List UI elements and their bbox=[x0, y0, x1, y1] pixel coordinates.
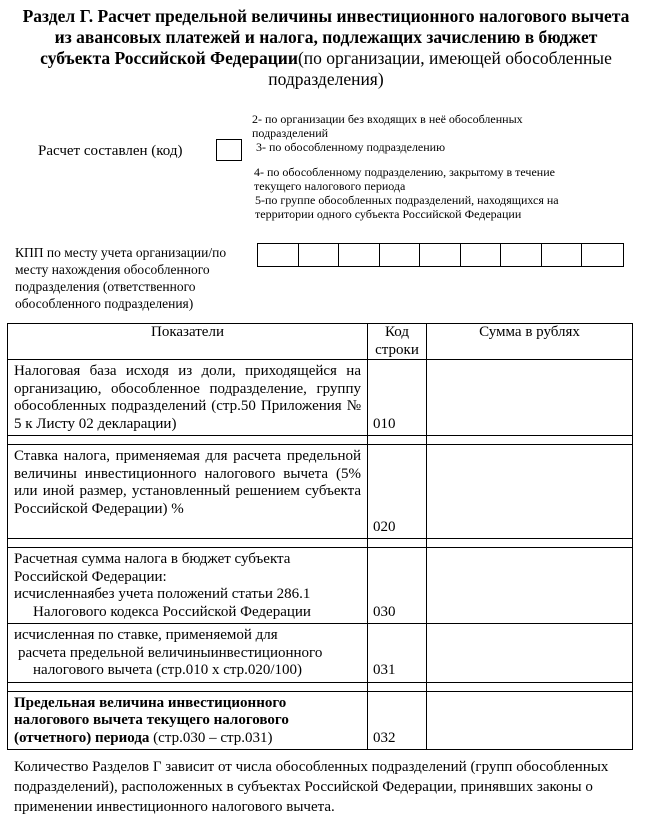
kpp-cell[interactable] bbox=[339, 244, 380, 266]
header-sum: Сумма в рублях bbox=[427, 324, 633, 360]
row-020-sum[interactable] bbox=[427, 445, 633, 539]
section-title-normal: (по организации, имеющей обособленные подразделения) bbox=[268, 48, 612, 89]
code-option-4: 4- по обособленному подразделению, закрытому в течение текущего налогового периода bbox=[254, 165, 555, 193]
row-020-text: Ставка налога, применяемая для расчета предельной величины инвестиционного налогового вычета (5% или иной размер, установленный решением субъекта Российской Федерации) % bbox=[8, 445, 368, 539]
kpp-cell[interactable] bbox=[582, 244, 623, 266]
kpp-cell[interactable] bbox=[501, 244, 542, 266]
row-031-line-2: расчета предельной величиныинвестиционного bbox=[18, 644, 323, 661]
calc-code-label: Расчет составлен (код) bbox=[38, 143, 183, 159]
table-row bbox=[8, 624, 633, 683]
section-title bbox=[20, 6, 632, 90]
row-031-sum[interactable] bbox=[427, 624, 633, 683]
row-031-line-1: исчисленная по ставке, применяемой для bbox=[14, 627, 278, 643]
calc-code-field[interactable] bbox=[216, 139, 242, 161]
header-indicator: Показатели bbox=[8, 324, 368, 360]
code-option-5: 5-по группе обособленных подразделений, находящихся на территории одного субъекта Российской Федерации bbox=[255, 193, 559, 221]
row-031-code: 031 bbox=[368, 624, 427, 683]
row-030-line-2: Российской Федерации: bbox=[14, 568, 167, 585]
row-032-sum[interactable] bbox=[427, 691, 633, 750]
table-header-row bbox=[8, 324, 633, 360]
kpp-cell[interactable] bbox=[258, 244, 299, 266]
kpp-cell[interactable] bbox=[542, 244, 583, 266]
row-031-text bbox=[8, 624, 368, 683]
row-010-code: 010 bbox=[368, 360, 427, 436]
row-032-code: 032 bbox=[368, 691, 427, 750]
kpp-cell[interactable] bbox=[420, 244, 461, 266]
code-option-3: 3- по обособленному подразделению bbox=[256, 140, 446, 154]
row-010-sum[interactable] bbox=[427, 360, 633, 436]
row-010-text: Налоговая база исходя из доли, приходящейся на организацию, обособленное подразделение, группу обособленных подразделений (стр.50 Приложения № 5 к Листу 02 декларации) bbox=[8, 360, 368, 436]
section-title-bold: Раздел Г. Расчет предельной величины инвестиционного налогового вычета из авансовых платежей и налога, подлежащих зачислению в бюджет субъекта Российской Федерации bbox=[22, 6, 630, 68]
row-032-text bbox=[8, 691, 368, 750]
code-option-2: 2- по организации без входящих в неё обособленных подразделений bbox=[252, 112, 523, 140]
row-030-sum[interactable] bbox=[427, 548, 633, 624]
kpp-label: КПП по месту учета организации/по месту нахождения обособленного подразделения (ответственного обособленного подразделения) bbox=[15, 245, 227, 311]
indicators-table bbox=[7, 323, 633, 750]
row-032-bold: Предельная величина инвестиционного налогового вычета текущего налогового (отчетного) периода bbox=[14, 694, 289, 746]
footer-note: Количество Разделов Г зависит от числа обособленных подразделений (групп обособленных подразделений), расположенных в субъектах Российской Федерации, принявших законы о применении инвестиционного налогового вычета. bbox=[14, 759, 609, 815]
row-030-code: 030 bbox=[368, 548, 427, 624]
row-020-code: 020 bbox=[368, 445, 427, 539]
table-row bbox=[8, 691, 633, 750]
row-030-line-1: Расчетная сумма налога в бюджет субъекта bbox=[14, 551, 291, 567]
row-032-normal: (стр.030 – стр.031) bbox=[149, 729, 273, 746]
kpp-cell[interactable] bbox=[299, 244, 340, 266]
kpp-cell[interactable] bbox=[380, 244, 421, 266]
row-030-line-4: Налогового кодекса Российской Федерации bbox=[33, 603, 311, 620]
table-row bbox=[8, 360, 633, 436]
row-030-line-3: исчисленнаябез учета положений статьи 286.1 bbox=[14, 586, 311, 602]
table-row bbox=[8, 548, 633, 624]
row-030-text bbox=[8, 548, 368, 624]
kpp-input-cells[interactable] bbox=[257, 243, 624, 267]
row-031-line-3: налогового вычета (стр.010 х стр.020/100) bbox=[33, 662, 303, 678]
header-code: Код строки bbox=[368, 324, 427, 360]
kpp-cell[interactable] bbox=[461, 244, 502, 266]
table-row bbox=[8, 445, 633, 539]
